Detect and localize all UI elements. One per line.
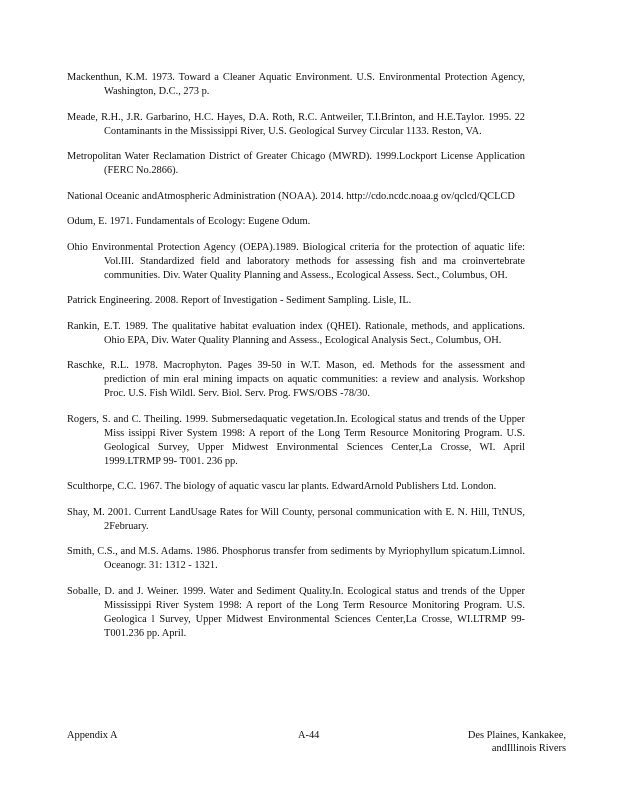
reference-list <box>67 71 525 652</box>
footer-document-title: Des Plaines, Kankakee, andIllinois Rivers <box>467 730 566 754</box>
reference-entry: National Oceanic andAtmospheric Administration (NOAA). 2014. http://cdo.ncdc.noaa.g ov/qclcd/QCLCD <box>67 190 515 202</box>
reference-entry: Smith, C.S., and M.S. Adams. 1986. Phosphorus transfer from sediments by Myriophyllum spicatum.Limnol. Oceanogr. 31: 1312 - 1321. <box>67 546 525 571</box>
reference-entry: Soballe, D. and J. Weiner. 1999. Water and Sediment Quality.In. Ecological status and trends of the Upper Mississippi River System 1998: A report of the Long Term Resource Monitoring Program. U.S. Geologica l Survey, Upper Midwest Environmental Sciences Center,La Crosse, WI.LTRMP 99- T001.236 pp. April. <box>67 585 525 639</box>
footer-appendix-label: Appendix A <box>67 730 118 741</box>
reference-entry: Sculthorpe, C.C. 1967. The biology of aquatic vascu lar plants. EdwardArnold Publishers Ltd. London. <box>67 481 497 492</box>
reference-entry: Raschke, R.L. 1978. Macrophyton. Pages 39-50 in W.T. Mason, ed. Methods for the assessment and prediction of min eral mining impacts on aquatic communities: a review and analysis. Workshop Proc. U.S. Fish Wildl. Serv. Biol. Serv. Prog. FWS/OBS -78/30. <box>67 360 525 399</box>
reference-entry: Ohio Environmental Protection Agency (OEPA).1989. Biological criteria for the protection of aquatic life: Vol.III. Standardized field and laboratory methods for assessing fish and ma croinvertebrate communities. Div. Water Quality Planning and Assess., Ecological Assess. Sect., Columbus, OH. <box>67 241 525 281</box>
reference-entry: Mackenthun, K.M. 1973. Toward a Cleaner Aquatic Environment. U.S. Environmental Protection Agency, Washington, D.C., 273 p. <box>67 72 525 97</box>
page-number: A-44 <box>298 730 320 741</box>
reference-entry: Patrick Engineering. 2008. Report of Investigation - Sediment Sampling. Lisle, IL. <box>67 295 412 306</box>
reference-entry: Rogers, S. and C. Theiling. 1999. Submersedaquatic vegetation.In. Ecological status and trends of the Upper Miss issippi River System 1998: A report of the Long Term Resource Monitoring Program. U.S. Geological Survey, Upper Midwest Environmental Sciences Center,La Crosse, WI. April 1999.LTRMP 99- T001. 236 pp. <box>67 413 525 467</box>
reference-entry: Shay, M. 2001. Current LandUsage Rates for Will County, personal communication with E. N. Hill, TtNUS, 2February. <box>67 506 525 532</box>
reference-entry: Metropolitan Water Reclamation District of Greater Chicago (MWRD). 1999.Lockport License Application (FERC No.2866). <box>67 151 525 176</box>
reference-entry: Rankin, E.T. 1989. The qualitative habitat evaluation index (QHEI). Rationale, methods, and applications. Ohio EPA, Div. Water Quality Planning and Assess., Ecological Analysis Sect., Columbus, OH. <box>67 320 525 346</box>
reference-entry: Odum, E. 1971. Fundamentals of Ecology: Eugene Odum. <box>67 216 311 227</box>
page-footer <box>67 729 566 759</box>
reference-entry: Meade, R.H., J.R. Garbarino, H.C. Hayes, D.A. Roth, R.C. Antweiler, T.I.Brinton, and H.E.Taylor. 1995. 22 Contaminants in the Mississippi River, U.S. Geological Survey Circular 1133. Reston, VA. <box>67 111 525 137</box>
